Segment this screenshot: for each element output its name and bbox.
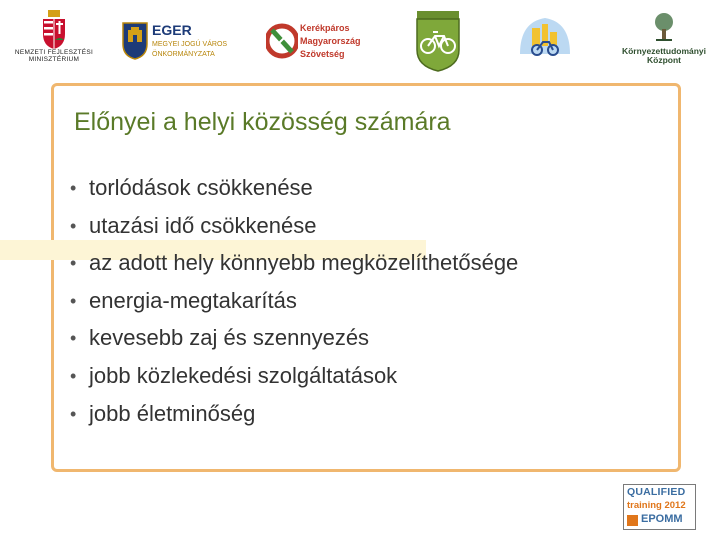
slide-title: Előnyei a helyi közösség számára (74, 108, 451, 136)
list-item (70, 172, 518, 210)
list-item (70, 360, 518, 398)
badge-line3: EPOMM (641, 513, 683, 525)
cycling-federation-logo (266, 18, 384, 68)
badge-line2: training 2012 (627, 500, 686, 511)
bicycle-shield-icon (413, 10, 463, 72)
ministry-logo (14, 10, 94, 70)
environment-logo-line1: Környezettudományi (621, 46, 707, 56)
eger-logo-sub1: MEGYEI JOGÚ VÁROS (152, 41, 228, 48)
list-item-text: jobb közlekedési szolgáltatások (89, 362, 398, 388)
eger-logo-name: EGER (152, 22, 192, 38)
list-item-text: jobb életminőség (89, 400, 256, 426)
bullet-icon: • (70, 215, 77, 236)
list-item-text: kevesebb zaj és szennyezés (89, 325, 370, 351)
bike-friendly-logo (510, 14, 580, 68)
cycling-logo-line3: Szövetség (300, 49, 345, 59)
tree-icon (651, 12, 677, 42)
bike-town-icon (510, 14, 580, 58)
ministry-logo-line2: MINISZTÉRIUM (28, 55, 80, 63)
list-item (70, 322, 518, 360)
environmental-center-logo (612, 12, 716, 68)
epomm-square-icon (627, 515, 638, 526)
bicycle-mark-icon (266, 18, 298, 64)
cycling-logo-line1: Kerékpáros (300, 23, 350, 33)
list-item-text: energia-megtakarítás (89, 287, 297, 313)
list-item (70, 247, 518, 285)
list-item (70, 285, 518, 323)
eger-logo-sub2: ÖNKORMÁNYZATA (152, 51, 215, 58)
list-item-text: torlódások csökkenése (89, 175, 313, 200)
bullet-icon: • (70, 290, 77, 311)
list-item (70, 210, 518, 248)
eger-logo (122, 22, 262, 66)
hungarian-coat-of-arms-icon (39, 10, 69, 50)
environment-logo-line2: Központ (647, 54, 681, 65)
eger-shield-icon (122, 22, 148, 60)
list-item-text: az adott hely könnyebb megközelíthetősége (89, 250, 519, 276)
benefits-list (70, 172, 518, 435)
bullet-icon: • (70, 253, 77, 274)
badge-line1: QUALIFIED (627, 486, 686, 498)
qualified-training-badge (623, 484, 696, 530)
bullet-icon: • (70, 328, 77, 349)
town-emblem-logo (413, 10, 463, 72)
logo-bar (0, 0, 720, 78)
cycling-logo-line2: Magyarország (300, 36, 361, 46)
list-item (70, 398, 518, 436)
bullet-icon: • (70, 365, 77, 386)
ministry-logo-line1: NEMZETI FEJLESZTÉSI (14, 49, 94, 56)
list-item-text: utazási idő csökkenése (89, 212, 317, 238)
bullet-icon: • (70, 403, 77, 424)
bullet-icon: • (70, 178, 77, 198)
